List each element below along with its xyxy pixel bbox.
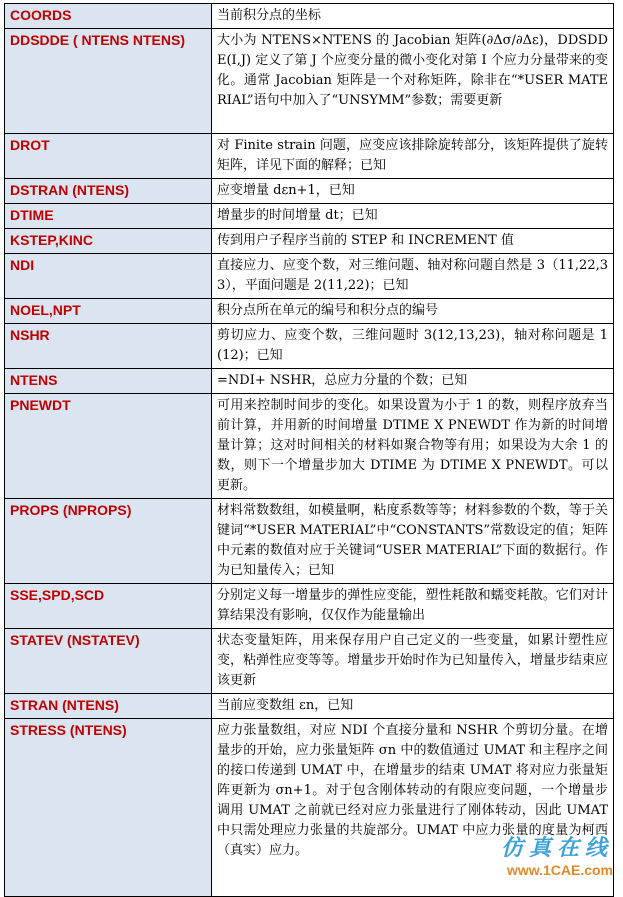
var-desc: 传到用户子程序当前的 STEP 和 INCREMENT 值 <box>212 229 614 254</box>
watermark-cn: 仿真在线 <box>500 835 613 861</box>
var-desc: 直接应力、应变个数，对三维问题、轴对称问题自然是 3（11,22,33），平面问题是 2(11,22)；已知 <box>212 254 614 299</box>
var-name: COORDS <box>5 4 212 29</box>
var-name: DTIME <box>5 204 212 229</box>
var-name: DROT <box>5 134 212 179</box>
var-name: SSE,SPD,SCD <box>5 584 212 629</box>
table-row <box>5 229 614 254</box>
var-desc: 大小为 NTENS×NTENS 的 Jacobian 矩阵(∂Δσ/∂Δε)，DDSDDE(I,J) 定义了第 J 个应变分量的微小变化对第 I 个应力分量带来的变化。通常 Jacobian 矩阵是一个对称矩阵，除非在“*USER MATERIAL”语句中加入了“UNSYMM”参数；需要更新 <box>212 29 614 134</box>
var-name: DDSDDE ( NTENS NTENS) <box>5 29 212 134</box>
var-desc: 剪切应力、应变个数，三维问题时 3(12,13,23)，轴对称问题是 1(12)；已知 <box>212 324 614 369</box>
var-desc: 可用来控制时间步的变化。如果设置为小于 1 的数，则程序放弃当前计算，并用新的时间增量 DTIME X PNEWDT 作为新的时间增量计算；这对时间相关的材料如聚合物等有用；如果设为大余 1 的数，则下一个增量步加大 DTIME 为 DTIME X PNEWDT。可以更新。 <box>212 394 614 499</box>
var-desc: 积分点所在单元的编号和积分点的编号 <box>212 299 614 324</box>
table-row <box>5 4 614 29</box>
table-row <box>5 694 614 719</box>
var-desc: 应力张量数组，对应 NDI 个直接分量和 NSHR 个剪切分量。在增量步的开始，应力张量矩阵 σn 中的数值通过 UMAT 和主程序之间的接口传递到 UMAT 中，在增量步的结束 UMAT 将对应力张量矩阵更新为 σn+1。对于包含刚体转动的有限应变问题，一个增量步调用 UMAT 之前就已经对应力张量进行了刚体转动，因此 UMAT 中只需处理应力张量的共旋部分。UMAT 中应力张量的度量为柯西（真实）应力。 <box>212 719 614 897</box>
var-desc: 分别定义每一增量步的弹性应变能，塑性耗散和蠕变耗散。它们对计算结果没有影响，仅仅作为能量输出 <box>212 584 614 629</box>
watermark <box>501 831 613 878</box>
var-name: STRAN (NTENS) <box>5 694 212 719</box>
var-desc: 对 Finite strain 问题，应变应该排除旋转部分，该矩阵提供了旋转矩阵，详见下面的解释；已知 <box>212 134 614 179</box>
table-row <box>5 629 614 694</box>
var-name: NDI <box>5 254 212 299</box>
table-row <box>5 254 614 299</box>
var-desc: 增量步的时间增量 dt；已知 <box>212 204 614 229</box>
var-name: STATEV (NSTATEV) <box>5 629 212 694</box>
var-name: NOEL,NPT <box>5 299 212 324</box>
table-row <box>5 134 614 179</box>
var-desc: 当前积分点的坐标 <box>212 4 614 29</box>
var-name: NTENS <box>5 369 212 394</box>
var-desc: =NDI+ NSHR，总应力分量的个数；已知 <box>212 369 614 394</box>
var-desc: 状态变量矩阵，用来保存用户自己定义的一些变量，如累计塑性应变，粘弹性应变等等。增量步开始时作为已知量传入，增量步结束应该更新 <box>212 629 614 694</box>
table-row <box>5 299 614 324</box>
var-desc: 材料常数数组，如模量啊，粘度系数等等；材料参数的个数，等于关键词“*USER MATERIAL”中“CONSTANTS”常数设定的值；矩阵中元素的数值对应于关键词“USER MATERIAL”下面的数据行。作为已知量传入；已知 <box>212 499 614 584</box>
table-row <box>5 499 614 584</box>
table-row <box>5 29 614 134</box>
table-row <box>5 584 614 629</box>
variable-table <box>4 3 614 897</box>
table-row <box>5 179 614 204</box>
var-desc: 当前应变数组 εn，已知 <box>212 694 614 719</box>
var-name: KSTEP,KINC <box>5 229 212 254</box>
table-row <box>5 394 614 499</box>
table-row <box>5 324 614 369</box>
var-desc: 应变增量 dεn+1，已知 <box>212 179 614 204</box>
var-name: PNEWDT <box>5 394 212 499</box>
var-name: STRESS (NTENS) <box>5 719 212 897</box>
table-row <box>5 204 614 229</box>
var-name: DSTRAN (NTENS) <box>5 179 212 204</box>
var-name: NSHR <box>5 324 212 369</box>
var-name: PROPS (NPROPS) <box>5 499 212 584</box>
watermark-url: www.1CAE.com <box>506 862 613 878</box>
table-row <box>5 369 614 394</box>
